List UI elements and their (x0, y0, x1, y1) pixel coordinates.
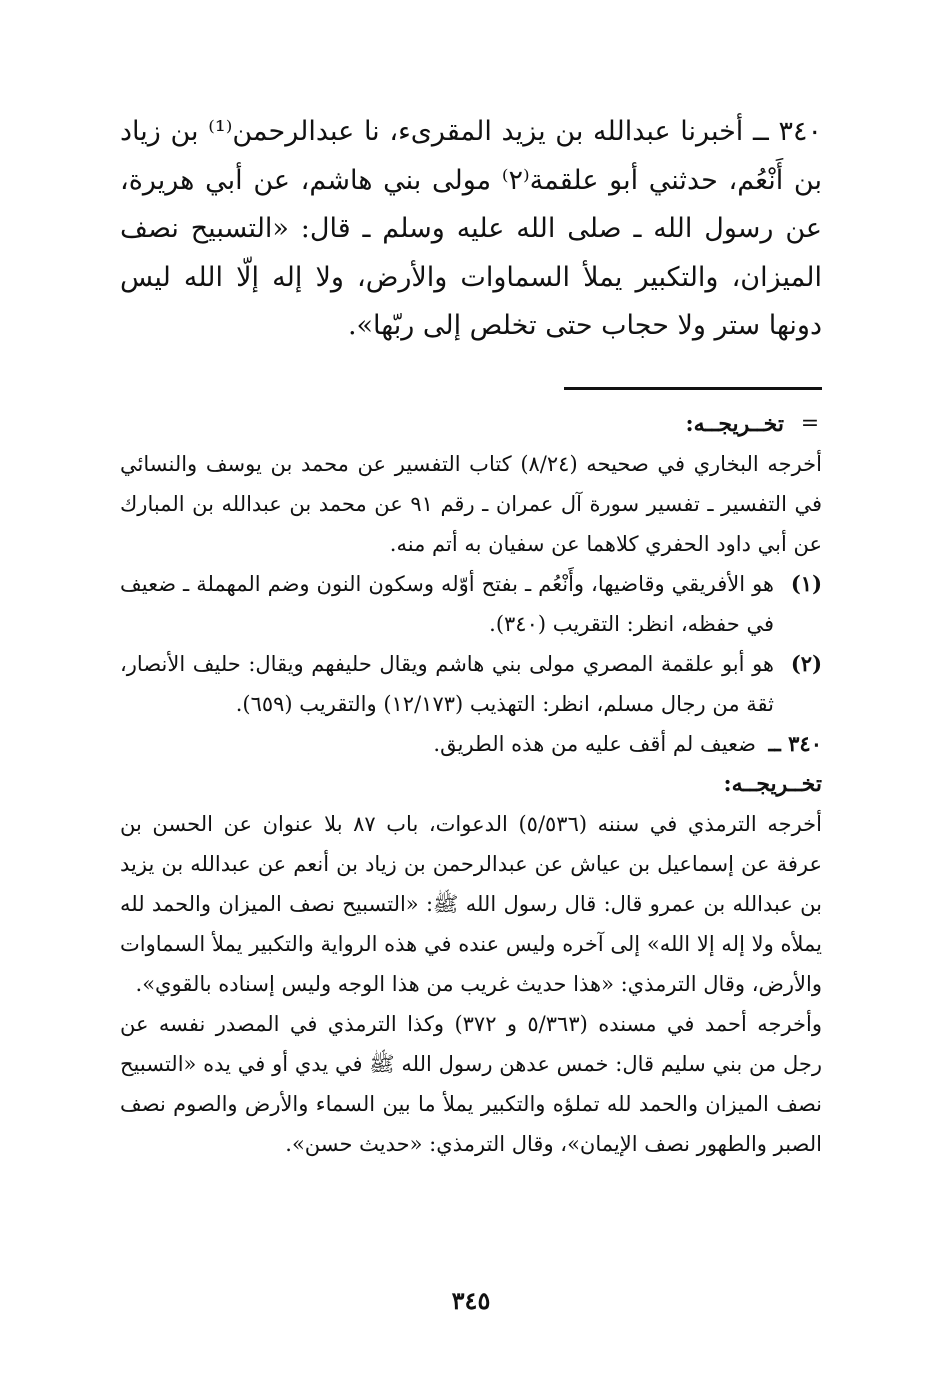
footnote-2-text: هو أبو علقمة المصري مولى بني هاشم ويقال حليفهم ويقال: حليف الأنصار، ثقة من رجال مسلم، انظر: التهذيب (١٢/١٧٣) والتقريب (٦٥٩). (120, 651, 774, 716)
footnote-divider (564, 387, 822, 390)
footnote-340-text: ضعيف لم أقف عليه من هذه الطريق. (433, 731, 756, 756)
takhrij-heading-1-label: تخــريجــه: (685, 410, 784, 437)
footnotes-section (120, 404, 822, 1164)
footnote-1-text: هو الأفريقي وقاضيها، وأَنْعُم ـ بفتح أوّله وسكون النون وضم المهملة ـ ضعيف في حفظه، انظر: التقريب (٣٤٠). (120, 571, 774, 636)
takhrij-2-text-a: أخرجه الترمذي في سننه (٥/٥٣٦) الدعوات، باب ٨٧ بلا عنوان عن الحسن بن عرفة عن إسماعيل بن عياش عن عبدالرحمن بن زياد بن أنعم عن عبدالله بن يزيد بن عبدالله بن عمرو قال: قال رسول الله ﷺ: «التسبيح نصف الميزان والحمد لله يملأه ولا إله إلا الله» إلى آخره وليس عنده في هذه الرواية والتكبير يملأ السماوات والأرض، وقال الترمذي: «هذا حديث غريب من هذا الوجه وليس إسناده بالقوي». (120, 811, 822, 996)
footnote-340 (120, 724, 822, 764)
footnote-2-number: (٢) (790, 650, 822, 676)
takhrij-heading-1 (120, 404, 822, 444)
footnote-1-number: (١) (790, 570, 822, 596)
footnote-1 (120, 564, 822, 644)
takhrij-1-text: أخرجه البخاري في صحيحه (٨/٢٤) كتاب التفسير عن محمد بن يوسف والنسائي في التفسير ـ تفسير سورة آل عمران ـ رقم ٩١ عن محمد بن عبدالله بن المبارك عن أبي داود الحفري كلاهما عن سفيان به أتم منه. (120, 451, 822, 556)
page-body (120, 108, 822, 1164)
footnote-340-number: ٣٤٠ ــ (768, 730, 822, 756)
continuation-mark: = (800, 410, 820, 436)
takhrij-heading-2-label: تخــريجــه: (723, 770, 822, 797)
takhrij-heading-2 (120, 764, 822, 804)
takhrij-2-text-b: وأخرجه أحمد في مسنده (٥/٣٦٣ و ٣٧٢) وكذا الترمذي في المصدر نفسه عن رجل من بني سليم قال: خمس عدهن رسول الله ﷺ في يدي أو في يده «التسبيح نصف الميزان والحمد لله تملؤه والتكبير يملأ ما بين السماء والأرض والصوم نصف الصبر والطهور نصف الإيمان»، وقال الترمذي: «حديث حسن». (120, 1011, 822, 1156)
hadith-340-paragraph: ٣٤٠ ــ أخبرنا عبدالله بن يزيد المقرىء، نا عبدالرحمن⁽¹⁾ بن زياد بن أَنْعُم، حدثني أبو علقمة⁽٢⁾ مولى بني هاشم، عن أبي هريرة، عن رسول الله ـ صلى الله عليه وسلم ـ قال: «التسبيح نصف الميزان، والتكبير يملأ السماوات والأرض، ولا إله إلّا الله ليس دونها ستر ولا حجاب حتى تخلص إلى ربّها». (120, 116, 822, 341)
hadith-text (120, 108, 822, 351)
footnote-2 (120, 644, 822, 724)
page-number: ٣٤٥ (451, 1286, 491, 1315)
